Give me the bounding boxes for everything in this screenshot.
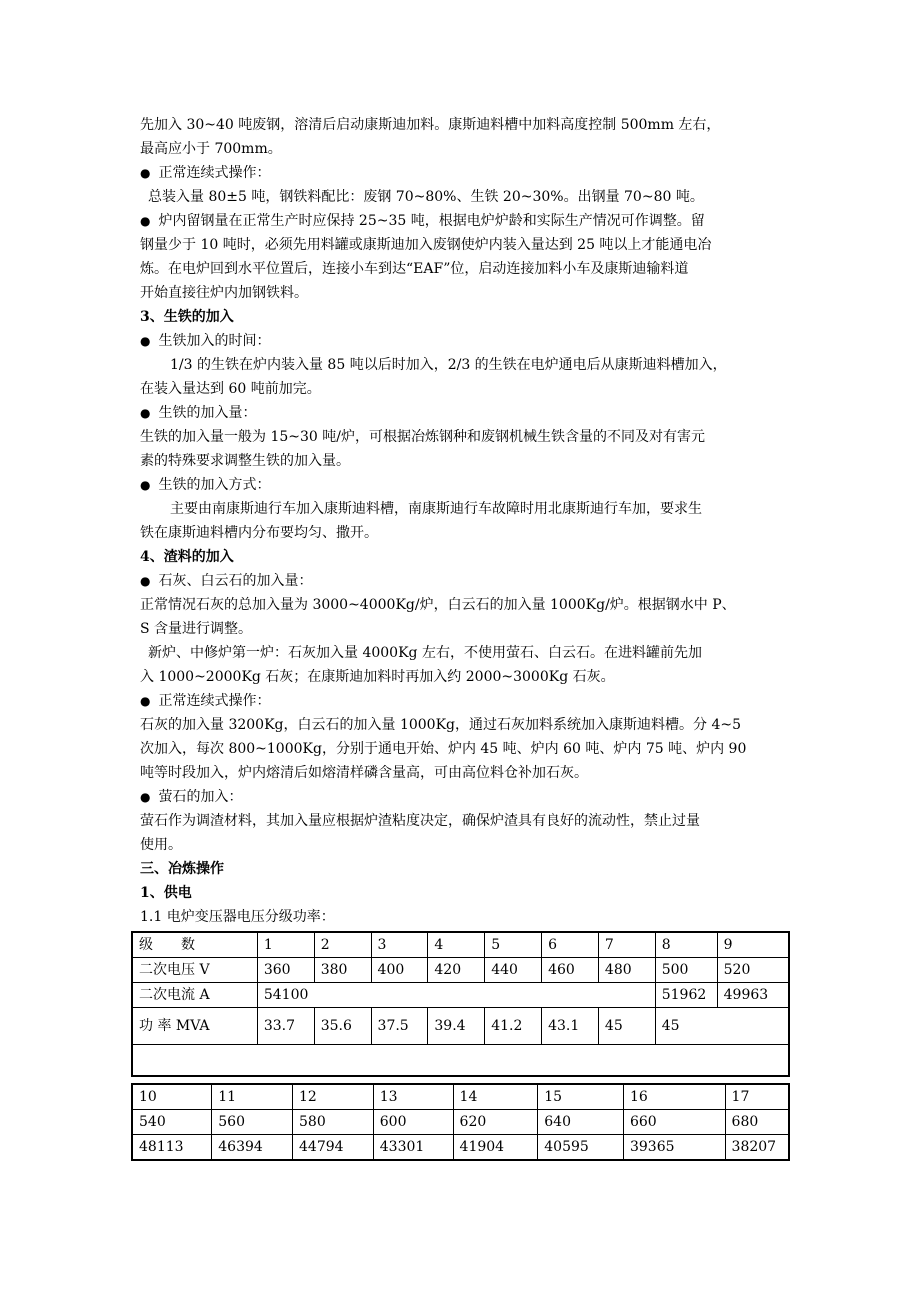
para-line: 石灰的加入量 3200Kg，白云石的加入量 1000Kg，通过石灰加料系统加入康斯迪料槽。分 4~5 <box>140 717 741 733</box>
table-cell: 640 <box>538 1110 624 1135</box>
para-line: 炼。在电炉回到水平位置后，连接小车到达“EAF”位，启动连接加料小车及康斯迪输料道 <box>140 261 689 277</box>
table-cell: 3 <box>371 932 428 958</box>
para-line: 正常情况石灰的总加入量为 3000~4000Kg/炉，白云石的加入量 1000Kg/炉。根据钢水中 P、 <box>140 597 736 613</box>
table-cell: 40595 <box>538 1135 624 1161</box>
table-cell: 540 <box>132 1110 212 1135</box>
table-cell: 480 <box>598 958 655 983</box>
bullet-text: 萤石的加入： <box>158 789 243 805</box>
bullet-item <box>140 475 270 495</box>
bullet-item <box>140 787 242 807</box>
para-line: 先加入 30~40 吨废钢，溶清后启动康斯迪加料。康斯迪料槽中加料高度控制 500mm 左右， <box>140 117 721 133</box>
para-line: S 含量进行调整。 <box>140 621 253 637</box>
table-cell: 48113 <box>132 1135 212 1161</box>
para-line: 钢量少于 10 吨时，必须先用料罐或康斯迪加入废钢使炉内装入量达到 25 吨以上才能通电冶 <box>140 237 712 253</box>
table-cell: 12 <box>293 1084 374 1110</box>
bullet-item <box>140 331 270 351</box>
bullet-text: 石灰、白云石的加入量： <box>158 573 313 589</box>
bullet-icon: ● <box>140 574 151 588</box>
bullet-icon: ● <box>140 790 151 804</box>
row-header-cell: 二次电压 V <box>132 958 257 983</box>
table-row <box>132 983 789 1008</box>
para-line: 1/3 的生铁在炉内装入量 85 吨以后时加入，2/3 的生铁在电炉通电后从康斯迪料槽加入， <box>170 357 727 373</box>
section-heading: 3、生铁的加入 <box>140 309 234 325</box>
table-cell: 45 <box>655 1008 789 1045</box>
bullet-item <box>140 571 312 591</box>
table-cell: 8 <box>655 932 717 958</box>
table-cell: 380 <box>314 958 371 983</box>
bullet-text: 生铁加入的时间： <box>158 333 271 349</box>
table-cell: 16 <box>623 1084 725 1110</box>
table-row <box>132 958 789 983</box>
para-line: 吨等时段加入，炉内熔清后如熔清样磷含量高，可由高位料仓补加石灰。 <box>140 765 588 781</box>
table-cell: 37.5 <box>371 1008 428 1045</box>
para-line: 在装入量达到 60 吨前加完。 <box>140 381 321 397</box>
para-line: 生铁的加入量一般为 15~30 吨/炉，可根据冶炼钢种和废钢机械生铁含量的不同及对有害元 <box>140 429 705 445</box>
para-line: 次加入，每次 800~1000Kg，分别于通电开始、炉内 45 吨、炉内 60 吨、炉内 75 吨、炉内 90 <box>140 741 747 757</box>
section-heading: 1、供电 <box>140 885 192 901</box>
voltage-power-table-continued <box>131 1083 790 1161</box>
table-cell: 54100 <box>257 983 655 1008</box>
table-cell: 520 <box>717 958 789 983</box>
table-cell: 620 <box>453 1110 538 1135</box>
table-cell: 43.1 <box>542 1008 599 1045</box>
table-cell: 41.2 <box>485 1008 542 1045</box>
para-line: 素的特殊要求调整生铁的加入量。 <box>140 453 350 469</box>
table-cell: 17 <box>725 1084 789 1110</box>
table-cell: 11 <box>212 1084 293 1110</box>
table-cell: 660 <box>623 1110 725 1135</box>
para-line: 开始直接往炉内加钢铁料。 <box>140 285 308 301</box>
bullet-icon: ● <box>140 214 151 228</box>
table-cell: 460 <box>542 958 599 983</box>
table-cell: 7 <box>598 932 655 958</box>
para-line: 萤石作为调渣材料，其加入量应根据炉渣粘度决定，确保炉渣具有良好的流动性，禁止过量 <box>140 813 700 829</box>
table-cell: 10 <box>132 1084 212 1110</box>
table-cell: 15 <box>538 1084 624 1110</box>
table-row <box>132 1008 789 1045</box>
table-cell: 46394 <box>212 1135 293 1161</box>
table-cell: 6 <box>542 932 599 958</box>
bullet-icon: ● <box>140 166 151 180</box>
table-cell: 500 <box>655 958 717 983</box>
table-caption: 1.1 电炉变压器电压分级功率： <box>140 909 335 925</box>
bullet-text: 生铁的加入量： <box>158 405 257 421</box>
table-cell: 41904 <box>453 1135 538 1161</box>
table-cell: 9 <box>717 932 789 958</box>
table-cell: 600 <box>373 1110 453 1135</box>
bullet-icon: ● <box>140 406 151 420</box>
table-cell: 4 <box>428 932 485 958</box>
bullet-text: 炉内留钢量在正常生产时应保持 25~35 吨，根据电炉炉龄和实际生产情况可作调整。留 <box>158 213 705 229</box>
para-line: 总装入量 80±5 吨，钢铁料配比：废钢 70~80%、生铁 20~30%。出钢量 70~80 吨。 <box>148 189 704 205</box>
table-cell: 39365 <box>623 1135 725 1161</box>
table-cell: 400 <box>371 958 428 983</box>
section-heading: 4、渣料的加入 <box>140 549 234 565</box>
table-row <box>132 932 789 958</box>
para-line: 使用。 <box>140 837 182 853</box>
table-cell: 580 <box>293 1110 374 1135</box>
table-cell: 38207 <box>725 1135 789 1161</box>
table-cell <box>132 1045 789 1077</box>
table-cell: 45 <box>598 1008 655 1045</box>
table-cell: 420 <box>428 958 485 983</box>
bullet-item <box>140 403 256 423</box>
table-spacer-row <box>132 1045 789 1077</box>
table-row <box>132 1084 789 1110</box>
table-cell: 35.6 <box>314 1008 371 1045</box>
table-cell: 5 <box>485 932 542 958</box>
table-cell: 360 <box>257 958 314 983</box>
para-line: 新炉、中修炉第一炉：石灰加入量 4000Kg 左右，不使用萤石、白云石。在进料罐前先加 <box>148 645 702 661</box>
bullet-icon: ● <box>140 334 151 348</box>
para-line: 铁在康斯迪料槽内分布要均匀、撒开。 <box>140 525 378 541</box>
row-header-cell: 二次电流 A <box>132 983 257 1008</box>
bullet-item <box>140 691 270 711</box>
row-header-cell: 级 数 <box>132 932 257 958</box>
bullet-text: 正常连续式操作： <box>158 693 271 709</box>
table-cell: 440 <box>485 958 542 983</box>
table-cell: 560 <box>212 1110 293 1135</box>
table-cell: 14 <box>453 1084 538 1110</box>
table-cell: 33.7 <box>257 1008 314 1045</box>
bullet-text: 正常连续式操作： <box>158 165 271 181</box>
table-cell: 1 <box>257 932 314 958</box>
para-line: 主要由南康斯迪行车加入康斯迪料槽，南康斯迪行车故障时用北康斯迪行车加，要求生 <box>170 501 702 517</box>
table-cell: 680 <box>725 1110 789 1135</box>
table-cell: 43301 <box>373 1135 453 1161</box>
table-cell: 44794 <box>293 1135 374 1161</box>
bullet-text: 生铁的加入方式： <box>158 477 271 493</box>
voltage-power-table <box>131 931 790 1077</box>
table-row <box>132 1110 789 1135</box>
table-row <box>132 1135 789 1161</box>
table-cell: 13 <box>373 1084 453 1110</box>
para-line: 最高应小于 700mm。 <box>140 141 282 157</box>
bullet-item <box>140 163 270 183</box>
row-header-cell: 功 率 MVA <box>132 1008 257 1045</box>
table-cell: 2 <box>314 932 371 958</box>
bullet-icon: ● <box>140 694 151 708</box>
table-cell: 51962 <box>655 983 717 1008</box>
para-line: 入 1000~2000Kg 石灰；在康斯迪加料时再加入约 2000~3000Kg 石灰。 <box>140 669 615 685</box>
table-cell: 39.4 <box>428 1008 485 1045</box>
section-heading: 三、冶炼操作 <box>140 861 224 877</box>
bullet-icon: ● <box>140 478 151 492</box>
table-cell: 49963 <box>717 983 789 1008</box>
bullet-item <box>140 211 705 231</box>
